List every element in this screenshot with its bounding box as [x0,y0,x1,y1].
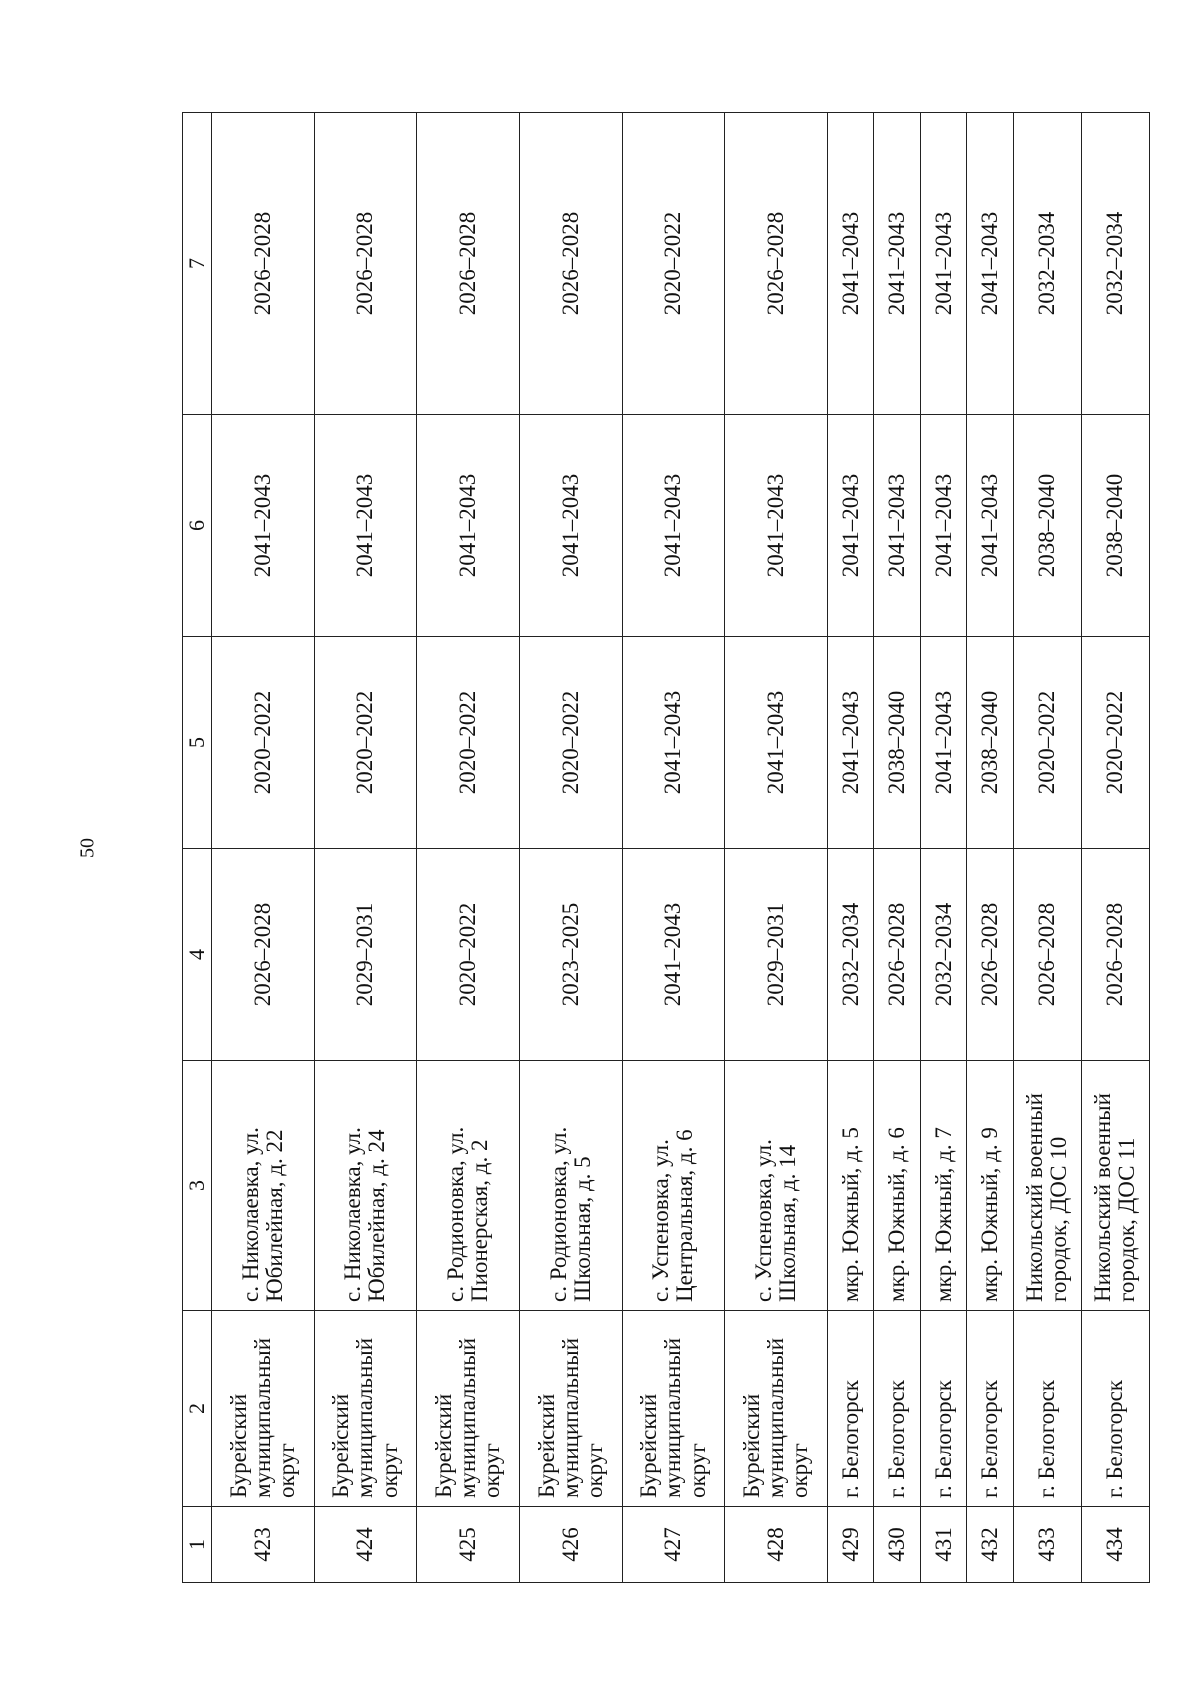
period-cell: 2032–2034 [827,849,873,1061]
municipality-cell: Бурейский муниципальный округ [212,1311,315,1507]
period-cell: 2029–2031 [314,849,417,1061]
row-number: 431 [920,1507,966,1583]
row-number: 428 [725,1507,828,1583]
period-cell: 2026–2028 [967,849,1013,1061]
row-number: 433 [1013,1507,1081,1583]
address-cell: с. Николаевка, ул. Юбилейная, д. 24 [314,1061,417,1311]
period-cell: 2026–2028 [314,113,417,415]
period-cell: 2041–2043 [920,637,966,849]
period-cell: 2041–2043 [417,415,520,637]
table-row [417,113,520,1583]
column-header: 1 [183,1507,212,1583]
period-cell: 2041–2043 [967,415,1013,637]
period-cell: 2032–2034 [920,849,966,1061]
period-cell: 2020–2022 [314,637,417,849]
municipality-cell: Бурейский муниципальный округ [622,1311,725,1507]
table-row [622,113,725,1583]
period-cell: 2041–2043 [874,113,920,415]
row-number: 424 [314,1507,417,1583]
period-cell: 2041–2043 [967,113,1013,415]
period-cell: 2020–2022 [417,849,520,1061]
data-table [182,112,1150,1583]
period-cell: 2041–2043 [920,113,966,415]
address-cell: с. Родионовка, ул. Пионерская, д. 2 [417,1061,520,1311]
table-row [920,113,966,1583]
period-cell: 2026–2028 [874,849,920,1061]
rotated-table-container [182,113,1150,1583]
period-cell: 2038–2040 [874,637,920,849]
municipality-cell: г. Белогорск [920,1311,966,1507]
period-cell: 2041–2043 [519,415,622,637]
period-cell: 2020–2022 [519,637,622,849]
column-header: 4 [183,849,212,1061]
period-cell: 2041–2043 [827,415,873,637]
period-cell: 2023–2025 [519,849,622,1061]
period-cell: 2038–2040 [1013,415,1081,637]
period-cell: 2038–2040 [1081,415,1149,637]
table-row [874,113,920,1583]
row-number: 425 [417,1507,520,1583]
municipality-cell: Бурейский муниципальный округ [417,1311,520,1507]
address-cell: Никольский военный городок, ДОС 10 [1013,1061,1081,1311]
period-cell: 2020–2022 [1013,637,1081,849]
municipality-cell: г. Белогорск [1013,1311,1081,1507]
column-header: 2 [183,1311,212,1507]
period-cell: 2020–2022 [417,637,520,849]
address-cell: с. Успеновка, ул. Центральная, д. 6 [622,1061,725,1311]
period-cell: 2032–2034 [1013,113,1081,415]
period-cell: 2041–2043 [622,637,725,849]
column-header: 5 [183,637,212,849]
period-cell: 2026–2028 [1081,849,1149,1061]
row-number: 427 [622,1507,725,1583]
page-number: 50 [76,838,99,858]
address-cell: с. Родионовка, ул. Школьная, д. 5 [519,1061,622,1311]
period-cell: 2026–2028 [725,113,828,415]
table-row [967,113,1013,1583]
municipality-cell: г. Белогорск [967,1311,1013,1507]
period-cell: 2041–2043 [622,849,725,1061]
period-cell: 2029–2031 [725,849,828,1061]
period-cell: 2026–2028 [212,849,315,1061]
municipality-cell: г. Белогорск [874,1311,920,1507]
address-cell: мкр. Южный, д. 5 [827,1061,873,1311]
period-cell: 2041–2043 [314,415,417,637]
table-row [314,113,417,1583]
period-cell: 2026–2028 [212,113,315,415]
period-cell: 2041–2043 [920,415,966,637]
row-number: 432 [967,1507,1013,1583]
period-cell: 2026–2028 [519,113,622,415]
address-cell: с. Николаевка, ул. Юбилейная, д. 22 [212,1061,315,1311]
municipality-cell: Бурейский муниципальный округ [725,1311,828,1507]
period-cell: 2041–2043 [725,415,828,637]
header-row [183,113,212,1583]
table-row [212,113,315,1583]
period-cell: 2041–2043 [827,637,873,849]
address-cell: с. Успеновка, ул. Школьная, д. 14 [725,1061,828,1311]
table-row [519,113,622,1583]
address-cell: Никольский военный городок, ДОС 11 [1081,1061,1149,1311]
period-cell: 2041–2043 [725,637,828,849]
column-header: 3 [183,1061,212,1311]
municipality-cell: Бурейский муниципальный округ [314,1311,417,1507]
period-cell: 2041–2043 [874,415,920,637]
row-number: 430 [874,1507,920,1583]
row-number: 434 [1081,1507,1149,1583]
period-cell: 2020–2022 [622,113,725,415]
municipality-cell: г. Белогорск [827,1311,873,1507]
row-number: 426 [519,1507,622,1583]
period-cell: 2020–2022 [1081,637,1149,849]
address-cell: мкр. Южный, д. 6 [874,1061,920,1311]
period-cell: 2026–2028 [1013,849,1081,1061]
period-cell: 2038–2040 [967,637,1013,849]
municipality-cell: г. Белогорск [1081,1311,1149,1507]
row-number: 423 [212,1507,315,1583]
period-cell: 2020–2022 [212,637,315,849]
column-header: 7 [183,113,212,415]
period-cell: 2032–2034 [1081,113,1149,415]
period-cell: 2041–2043 [212,415,315,637]
row-number: 429 [827,1507,873,1583]
period-cell: 2041–2043 [827,113,873,415]
table-row [725,113,828,1583]
municipality-cell: Бурейский муниципальный округ [519,1311,622,1507]
period-cell: 2041–2043 [622,415,725,637]
table-row [1013,113,1081,1583]
column-header: 6 [183,415,212,637]
address-cell: мкр. Южный, д. 9 [967,1061,1013,1311]
table-row [1081,113,1149,1583]
table-row [827,113,873,1583]
address-cell: мкр. Южный, д. 7 [920,1061,966,1311]
period-cell: 2026–2028 [417,113,520,415]
